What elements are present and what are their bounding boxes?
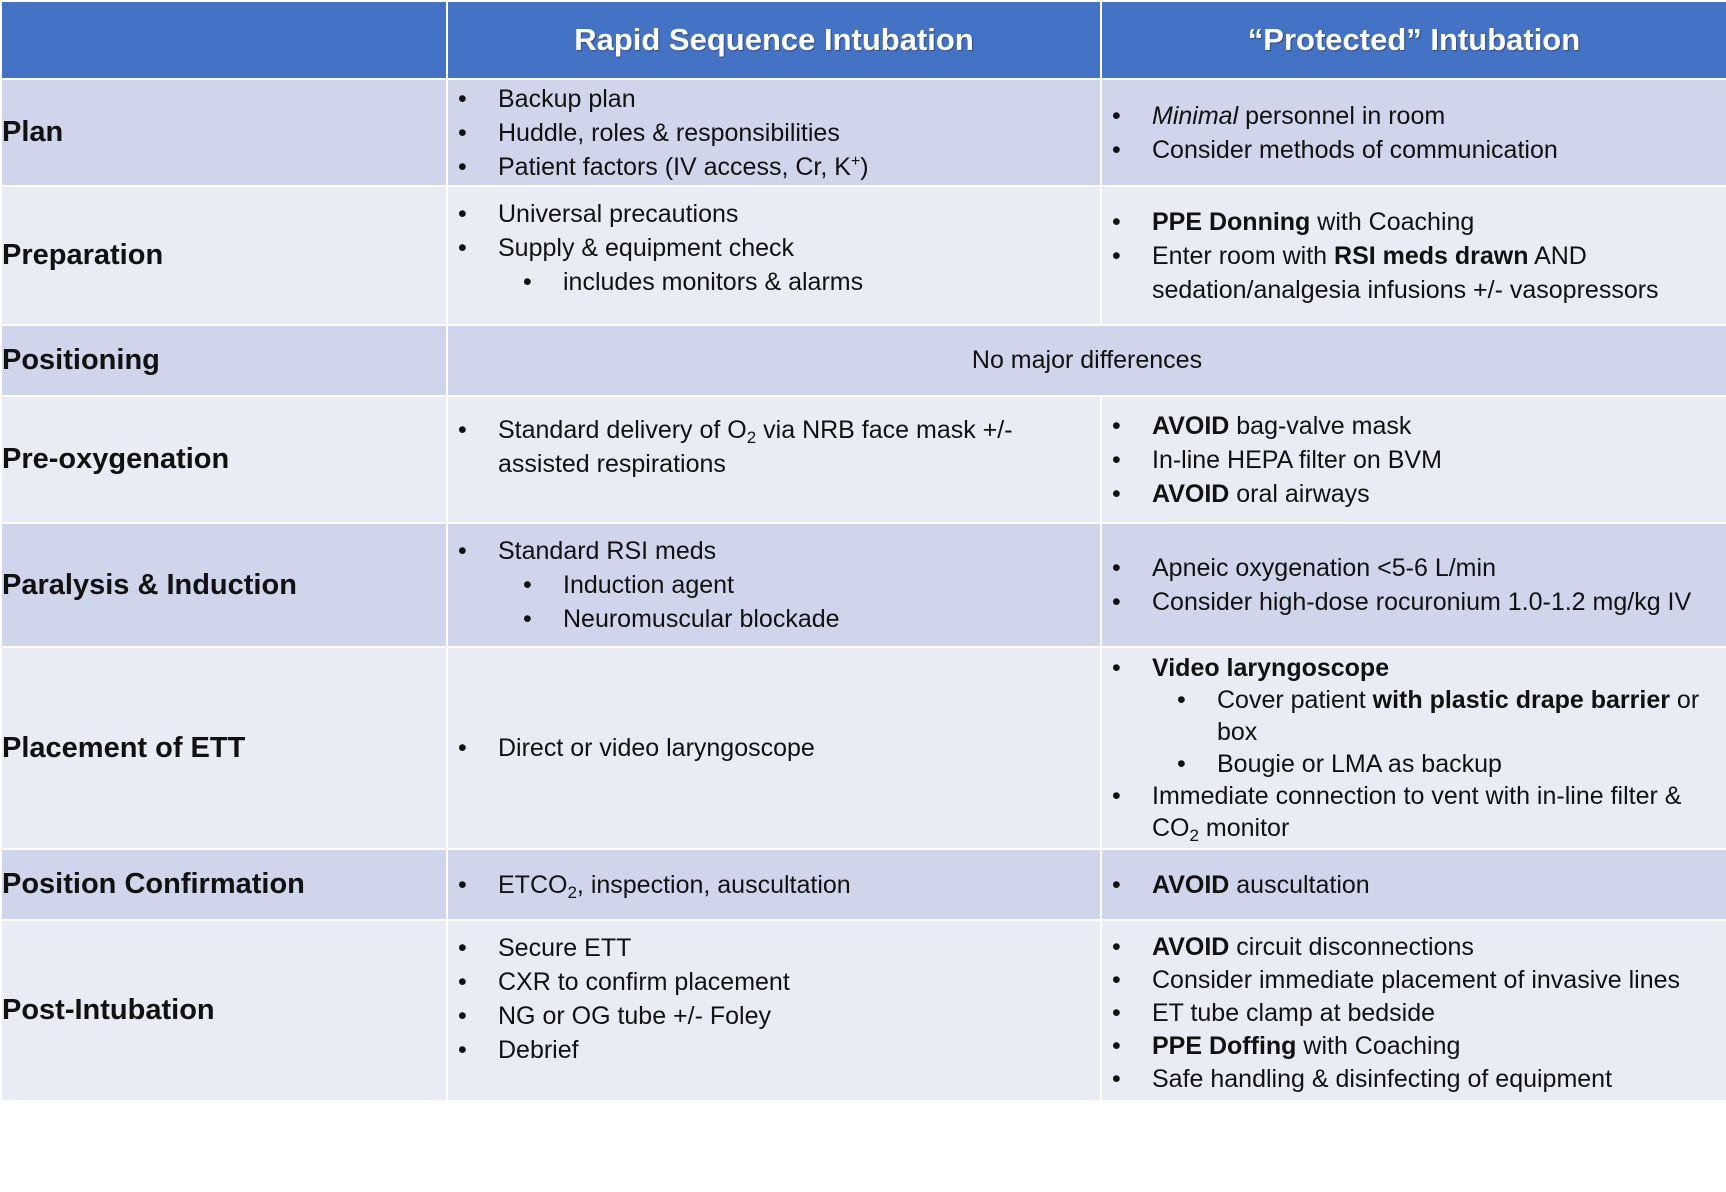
row-label-preparation: Preparation xyxy=(1,186,447,325)
list-item: • In-line HEPA filter on BVM xyxy=(1102,443,1726,477)
preparation-rsi-cell xyxy=(447,186,1101,325)
list-item xyxy=(1102,780,1726,844)
placement-rsi-list xyxy=(448,731,1100,765)
list-item: • CXR to confirm placement xyxy=(448,965,1100,999)
row-label-placement: Placement of ETT xyxy=(1,647,447,849)
item-text: ETCO xyxy=(498,870,568,899)
item-text: Standard delivery of O xyxy=(498,416,747,444)
placement-rsi-cell xyxy=(447,647,1101,849)
plan-protected-cell xyxy=(1101,79,1726,186)
row-label-preoxygenation: Pre-oxygenation xyxy=(1,396,447,523)
bold-text: AVOID xyxy=(1152,479,1230,508)
preoxygenation-rsi-list xyxy=(448,413,1100,481)
item-text: circuit disconnections xyxy=(1229,933,1474,961)
list-item: • ET tube clamp at bedside xyxy=(1102,997,1726,1030)
preparation-rsi-list xyxy=(448,197,1100,299)
positioning-merged-cell: No major differences xyxy=(447,325,1726,396)
confirmation-rsi-cell xyxy=(447,849,1101,920)
confirmation-protected-list xyxy=(1102,868,1726,902)
preoxygenation-rsi-cell xyxy=(447,396,1101,523)
list-item xyxy=(448,150,1100,184)
preoxygenation-protected-cell xyxy=(1101,396,1726,523)
row-label-plan: Plan xyxy=(1,79,447,186)
item-text: bag-valve mask xyxy=(1229,411,1412,440)
plan-protected-list xyxy=(1102,99,1726,167)
item-text: oral airways xyxy=(1229,479,1370,508)
row-position-confirmation xyxy=(1,849,1726,920)
bold-text: AVOID xyxy=(1152,933,1230,961)
list-item: • Universal precautions xyxy=(448,197,1100,231)
post-protected-list xyxy=(1102,931,1726,1096)
sub-list-item: • Induction agent xyxy=(448,568,1100,602)
list-item: • Backup plan xyxy=(448,82,1100,116)
preparation-protected-list xyxy=(1102,205,1726,307)
list-item xyxy=(1102,652,1726,684)
post-protected-cell xyxy=(1101,920,1726,1101)
row-label-confirmation: Position Confirmation xyxy=(1,849,447,920)
item-text: monitor xyxy=(1198,814,1290,842)
header-corner-cell xyxy=(1,1,447,79)
list-item: • Huddle, roles & responsibilities xyxy=(448,116,1100,150)
row-preparation xyxy=(1,186,1726,325)
bold-text: AVOID xyxy=(1152,870,1230,899)
item-text: Enter room with xyxy=(1152,241,1335,270)
subscript: 2 xyxy=(746,428,757,447)
list-item xyxy=(1102,239,1726,307)
list-item xyxy=(1102,99,1726,133)
row-plan xyxy=(1,79,1726,186)
item-text: Patient factors (IV access, Cr, K xyxy=(498,152,851,181)
bold-text: PPE Doffing xyxy=(1152,1032,1297,1060)
confirmation-protected-cell xyxy=(1101,849,1726,920)
list-item: • Supply & equipment check xyxy=(448,231,1100,265)
post-rsi-cell xyxy=(447,920,1101,1101)
list-item: • Debrief xyxy=(448,1033,1100,1067)
plan-rsi-list xyxy=(448,82,1100,184)
item-text: ) xyxy=(860,152,869,181)
row-label-paralysis: Paralysis & Induction xyxy=(1,523,447,647)
item-text: auscultation xyxy=(1229,870,1370,899)
item-text: via NRB face mask +/- assisted respirations xyxy=(498,416,1013,478)
bold-text: with plastic drape barrier xyxy=(1372,686,1670,714)
bold-text: PPE Donning xyxy=(1152,207,1311,236)
preparation-protected-cell xyxy=(1101,186,1726,325)
list-item xyxy=(448,413,1100,481)
header-protected: “Protected” Intubation xyxy=(1101,1,1726,79)
row-preoxygenation xyxy=(1,396,1726,523)
header-row xyxy=(1,1,1726,79)
row-paralysis-induction xyxy=(1,523,1726,647)
row-post-intubation xyxy=(1,920,1726,1101)
list-item: • NG or OG tube +/- Foley xyxy=(448,999,1100,1033)
item-text: , inspection, auscultation xyxy=(576,870,851,899)
list-item xyxy=(1102,205,1726,239)
confirmation-rsi-list xyxy=(448,868,1100,902)
paralysis-rsi-list xyxy=(448,534,1100,636)
list-item xyxy=(448,868,1100,902)
item-text: AND sedation/analgesia infusions +/- vasopressors xyxy=(1152,241,1659,304)
list-item: • Secure ETT xyxy=(448,931,1100,965)
emphasis-text: Minimal xyxy=(1152,101,1239,130)
list-item: • Consider high-dose rocuronium 1.0-1.2 mg/kg IV xyxy=(1102,585,1726,619)
row-label-positioning: Positioning xyxy=(1,325,447,396)
list-item xyxy=(1102,409,1726,443)
item-text: personnel in room xyxy=(1238,101,1446,130)
list-item: • Consider immediate placement of invasive lines xyxy=(1102,964,1726,997)
placement-protected-list xyxy=(1102,652,1726,844)
list-item xyxy=(1102,931,1726,964)
item-text: with Coaching xyxy=(1310,207,1475,236)
item-text: with Coaching xyxy=(1296,1032,1461,1060)
list-item: • Consider methods of communication xyxy=(1102,133,1726,167)
list-item xyxy=(1102,477,1726,511)
list-item: • Apneic oxygenation <5-6 L/min xyxy=(1102,551,1726,585)
row-label-post: Post-Intubation xyxy=(1,920,447,1101)
header-rsi: Rapid Sequence Intubation xyxy=(447,1,1101,79)
bold-text: RSI meds drawn xyxy=(1334,241,1529,270)
list-item: • Standard RSI meds xyxy=(448,534,1100,568)
paralysis-protected-list xyxy=(1102,551,1726,619)
paralysis-rsi-cell xyxy=(447,523,1101,647)
item-text: or box xyxy=(1217,686,1700,746)
bold-text: Video laryngoscope xyxy=(1152,654,1390,682)
row-placement-ett xyxy=(1,647,1726,849)
bold-text: AVOID xyxy=(1152,411,1230,440)
subscript: 2 xyxy=(567,882,577,902)
paralysis-protected-cell xyxy=(1101,523,1726,647)
item-text: Cover patient xyxy=(1217,686,1373,714)
list-item xyxy=(1102,868,1726,902)
post-rsi-list xyxy=(448,931,1100,1067)
superscript: + xyxy=(850,152,861,170)
subscript: 2 xyxy=(1189,826,1199,845)
sub-list-item: • Bougie or LMA as backup xyxy=(1102,748,1726,780)
item-text: Immediate connection to vent with in-line filter & CO xyxy=(1152,782,1682,842)
preoxygenation-protected-list xyxy=(1102,409,1726,511)
sub-list-item: • Neuromuscular blockade xyxy=(448,602,1100,636)
sub-list-item xyxy=(1102,684,1726,748)
list-item: • Direct or video laryngoscope xyxy=(448,731,1100,765)
row-positioning xyxy=(1,325,1726,396)
sub-list-item: • includes monitors & alarms xyxy=(448,265,1100,299)
plan-rsi-cell xyxy=(447,79,1101,186)
placement-protected-cell xyxy=(1101,647,1726,849)
list-item: • Safe handling & disinfecting of equipment xyxy=(1102,1063,1726,1096)
list-item xyxy=(1102,1030,1726,1063)
